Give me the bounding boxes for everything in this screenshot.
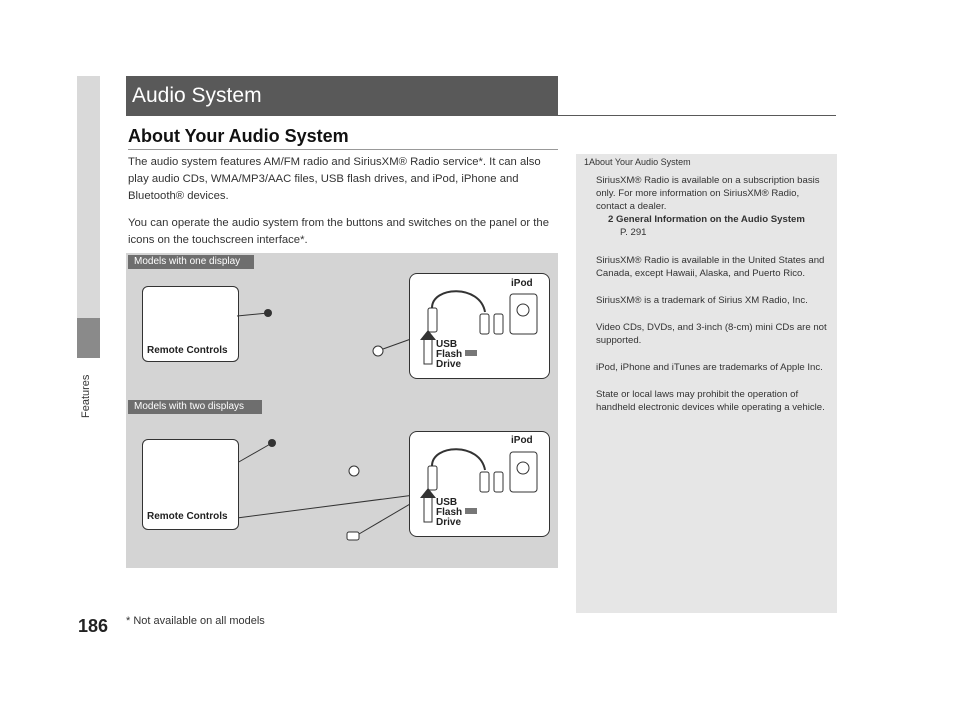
intro-paragraph: The audio system features AM/FM radio and SiriusXM® Radio service*. It can also play audio CDs, WMA/MP3/AAC files, USB flash drives, and iPod, iPhone and Bluetooth® devices. — [128, 156, 541, 202]
page-title: Audio System — [126, 76, 558, 115]
sidebar-reference[interactable] — [608, 213, 844, 239]
remote-controls-label: Remote Controls — [147, 345, 228, 356]
usb-cable-illustration-two — [410, 432, 549, 536]
sidebar-note-laws: State or local laws may prohibit the operation of handheld electronic devices while operating a vehicle. — [596, 389, 825, 413]
section-tab — [77, 76, 100, 358]
usb-ipod-box-two — [409, 431, 550, 537]
reference-page: P. 291 — [620, 227, 647, 238]
usb-flash-drive-label-one: USB Flash Drive — [436, 339, 463, 370]
sidebar-title: 1About Your Audio System — [584, 157, 691, 167]
sidebar-note-media: Video CDs, DVDs, and 3-inch (8-cm) mini CDs are not supported. — [596, 322, 827, 346]
audio-controls-illustration — [126, 253, 558, 568]
ipod-label-two: iPod — [511, 435, 533, 446]
remote-controls-label-two: Remote Controls — [147, 511, 228, 522]
footnote: * Not available on all models — [126, 615, 265, 627]
sidebar-note-availability: SiriusXM® Radio is available in the United States and Canada, except Hawaii, Alaska, and Puerto Rico. — [596, 255, 825, 279]
caption-one-display: Models with one display — [128, 255, 254, 269]
caption-two-displays: Models with two displays — [128, 400, 262, 414]
reference-link[interactable]: 2 General Information on the Audio System — [608, 214, 805, 225]
title-rule — [126, 115, 836, 116]
section-heading: About Your Audio System — [128, 126, 349, 146]
controls-paragraph: You can operate the audio system from the buttons and switches on the panel or the icons on the touchscreen interface*. — [128, 217, 549, 246]
sidebar-note-subscription: SiriusXM® Radio is available on a subscription basis only. For more information on SiriusXM® Radio, contact a dealer. — [596, 175, 820, 212]
ipod-label-one: iPod — [511, 278, 533, 289]
heading-rule — [128, 149, 558, 150]
usb-cable-illustration — [410, 274, 549, 378]
usb-flash-drive-label-two: USB Flash Drive — [436, 497, 463, 528]
section-label: Features — [80, 374, 92, 418]
page-number: 186 — [78, 616, 109, 636]
sidebar-note-apple: iPod, iPhone and iTunes are trademarks of Apple Inc. — [596, 362, 823, 373]
sidebar-note-trademark: SiriusXM® is a trademark of Sirius XM Radio, Inc. — [596, 295, 808, 306]
